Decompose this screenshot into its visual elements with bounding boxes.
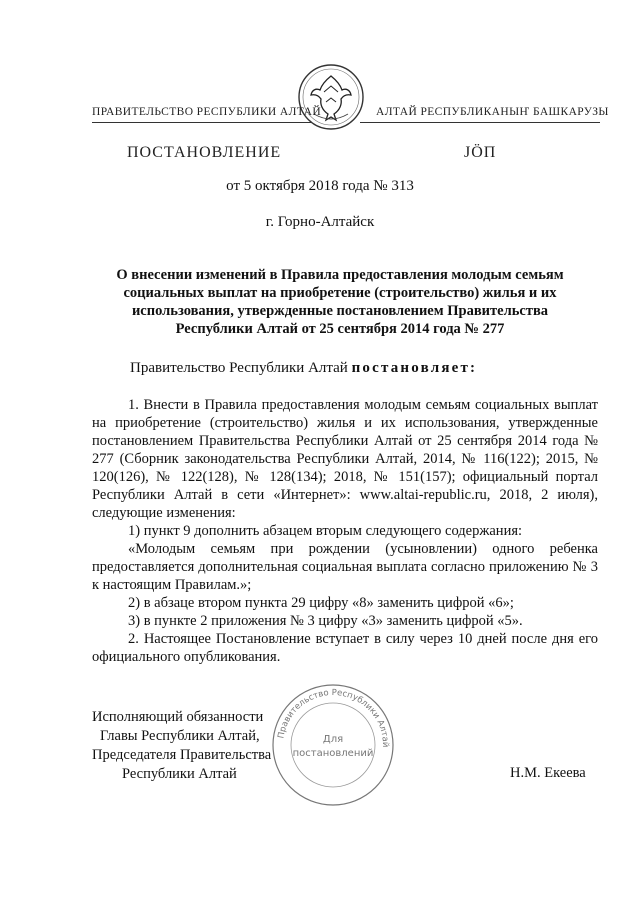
- stamp-ring-text: Правительство Республики Алтай: [276, 687, 391, 748]
- document-title: О внесении изменений в Правила предоставления молодым семьям социальных выплат на приобретение (строительство) жилья и их использования, утвержденные постановлением Правительства Республики Алтай от 25 сентября 2014 года № 277: [116, 267, 564, 337]
- signatory-name: Н.М. Екеева: [510, 765, 586, 781]
- decree-verb: постановляет:: [351, 360, 478, 376]
- official-stamp: [268, 680, 398, 810]
- signature-line-3: Председателя Правительства: [92, 747, 272, 763]
- signature-line-2: Главы Республики Алтай,: [100, 728, 260, 744]
- signature-line-1: Исполняющий обязанности: [92, 709, 264, 725]
- date-line: от 5 октября 2018 года № 313: [226, 178, 414, 194]
- signature-title: [92, 708, 271, 784]
- doc-type-right: ЈӦП: [464, 144, 497, 161]
- stamp-center-line-2: постановлений: [292, 748, 374, 759]
- paragraph-5: 3) в пункте 2 приложения № 3 цифру «3» заменить цифрой «5».: [128, 613, 523, 629]
- header-left-title: ПРАВИТЕЛЬСТВО РЕСПУБЛИКИ АЛТАЙ: [92, 106, 322, 118]
- paragraph-4: 2) в абзаце втором пункта 29 цифру «8» заменить цифрой «6»;: [128, 595, 514, 611]
- stamp-center-line-1: Для: [322, 734, 344, 745]
- paragraph-1: 1. Внести в Правила предоставления молодым семьям социальных выплат на приобретение (строительство) жилья и их использования, утвержденные постановлением Правительства Республики Алтай от 25 сентября 2014 года № 277 (Сборник законодательства Республики Алтай, 2014, № 116(122); 2015, № 120(126), № 122(128), № 128(134); 2018, № 151(157); официальный портал Республики Алтай в сети «Интернет»: www.altai-republic.ru, 2018, 2 июля), следующие изменения:: [92, 397, 598, 521]
- header-right-title: АЛТАЙ РЕСПУБЛИКАНЫҤ БАШКАРУЗЫ: [376, 106, 609, 118]
- paragraph-6: 2. Настоящее Постановление вступает в силу через 10 дней после дня его официального опубликования.: [92, 631, 598, 665]
- decree-prefix: Правительство Республики Алтай: [130, 360, 348, 376]
- doc-type-left: ПОСТАНОВЛЕНИЕ: [127, 144, 282, 161]
- document-body: [92, 396, 598, 666]
- paragraph-3: «Молодым семьям при рождении (усыновлении) одного ребенка предоставляется дополнительная социальная выплата согласно приложению № 3 к настоящим Правилам.»;: [92, 541, 598, 593]
- city-line: г. Горно-Алтайск: [265, 214, 375, 230]
- paragraph-2: 1) пункт 9 дополнить абзацем вторым следующего содержания:: [128, 523, 523, 539]
- header-rule-right: [360, 122, 600, 123]
- decree-line: [130, 360, 477, 377]
- signature-line-4: Республики Алтай: [122, 766, 237, 782]
- header-rule-left: [92, 122, 312, 123]
